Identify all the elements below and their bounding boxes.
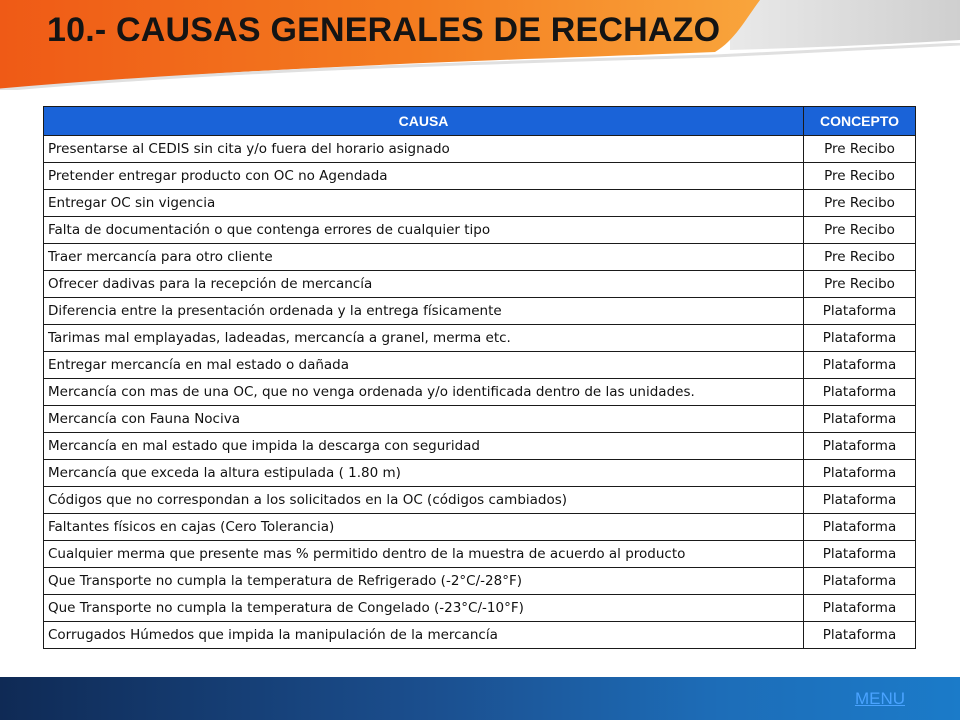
table-row — [44, 622, 916, 649]
table-row — [44, 514, 916, 541]
cell-concepto: Plataforma — [804, 487, 916, 514]
cell-concepto: Plataforma — [804, 298, 916, 325]
cell-causa: Códigos que no correspondan a los solicitados en la OC (códigos cambiados) — [44, 487, 804, 514]
table-row — [44, 433, 916, 460]
cell-concepto: Plataforma — [804, 433, 916, 460]
cell-concepto: Pre Recibo — [804, 136, 916, 163]
table-row — [44, 379, 916, 406]
cell-causa: Traer mercancía para otro cliente — [44, 244, 804, 271]
cell-causa: Entregar mercancía en mal estado o dañada — [44, 352, 804, 379]
cell-concepto: Plataforma — [804, 568, 916, 595]
table-row — [44, 163, 916, 190]
table-row — [44, 406, 916, 433]
cell-concepto: Pre Recibo — [804, 217, 916, 244]
cell-causa: Cualquier merma que presente mas % permitido dentro de la muestra de acuerdo al producto — [44, 541, 804, 568]
menu-link[interactable]: MENU — [854, 689, 905, 708]
cell-concepto: Pre Recibo — [804, 271, 916, 298]
cell-concepto: Pre Recibo — [804, 190, 916, 217]
column-header-causa: CAUSA — [44, 107, 804, 136]
cell-causa: Mercancía que exceda la altura estipulada ( 1.80 m) — [44, 460, 804, 487]
page-title: 10.- CAUSAS GENERALES DE RECHAZO — [47, 11, 721, 49]
cell-causa: Que Transporte no cumpla la temperatura de Congelado (-23°C/-10°F) — [44, 595, 804, 622]
table-row — [44, 487, 916, 514]
cell-causa: Corrugados Húmedos que impida la manipulación de la mercancía — [44, 622, 804, 649]
cell-causa: Tarimas mal emplayadas, ladeadas, mercancía a granel, merma etc. — [44, 325, 804, 352]
table-row — [44, 325, 916, 352]
cell-causa: Entregar OC sin vigencia — [44, 190, 804, 217]
cell-concepto: Plataforma — [804, 541, 916, 568]
header-banner — [0, 0, 960, 90]
cell-concepto: Plataforma — [804, 352, 916, 379]
footer-bar — [0, 677, 960, 720]
rejection-causes-table — [43, 106, 916, 649]
cell-concepto: Plataforma — [804, 325, 916, 352]
table-row — [44, 217, 916, 244]
table-row — [44, 352, 916, 379]
cell-causa: Presentarse al CEDIS sin cita y/o fuera del horario asignado — [44, 136, 804, 163]
cell-causa: Que Transporte no cumpla la temperatura de Refrigerado (-2°C/-28°F) — [44, 568, 804, 595]
cell-causa: Faltantes físicos en cajas (Cero Tolerancia) — [44, 514, 804, 541]
cell-causa: Falta de documentación o que contenga errores de cualquier tipo — [44, 217, 804, 244]
table-header-row — [44, 107, 916, 136]
table-row — [44, 244, 916, 271]
cell-concepto: Pre Recibo — [804, 163, 916, 190]
cell-concepto: Plataforma — [804, 622, 916, 649]
table-row — [44, 136, 916, 163]
cell-concepto: Plataforma — [804, 514, 916, 541]
table-row — [44, 298, 916, 325]
cell-causa: Mercancía con mas de una OC, que no venga ordenada y/o identificada dentro de las unidades. — [44, 379, 804, 406]
cell-concepto: Plataforma — [804, 406, 916, 433]
table-row — [44, 595, 916, 622]
table-row — [44, 541, 916, 568]
cell-causa: Ofrecer dadivas para la recepción de mercancía — [44, 271, 804, 298]
cell-causa: Mercancía en mal estado que impida la descarga con seguridad — [44, 433, 804, 460]
cell-concepto: Plataforma — [804, 379, 916, 406]
table-row — [44, 568, 916, 595]
column-header-concepto: CONCEPTO — [804, 107, 916, 136]
table-row — [44, 190, 916, 217]
table-row — [44, 460, 916, 487]
cell-causa: Diferencia entre la presentación ordenada y la entrega físicamente — [44, 298, 804, 325]
cell-concepto: Plataforma — [804, 460, 916, 487]
cell-concepto: Pre Recibo — [804, 244, 916, 271]
cell-concepto: Plataforma — [804, 595, 916, 622]
cell-causa: Mercancía con Fauna Nociva — [44, 406, 804, 433]
table-row — [44, 271, 916, 298]
cell-causa: Pretender entregar producto con OC no Agendada — [44, 163, 804, 190]
